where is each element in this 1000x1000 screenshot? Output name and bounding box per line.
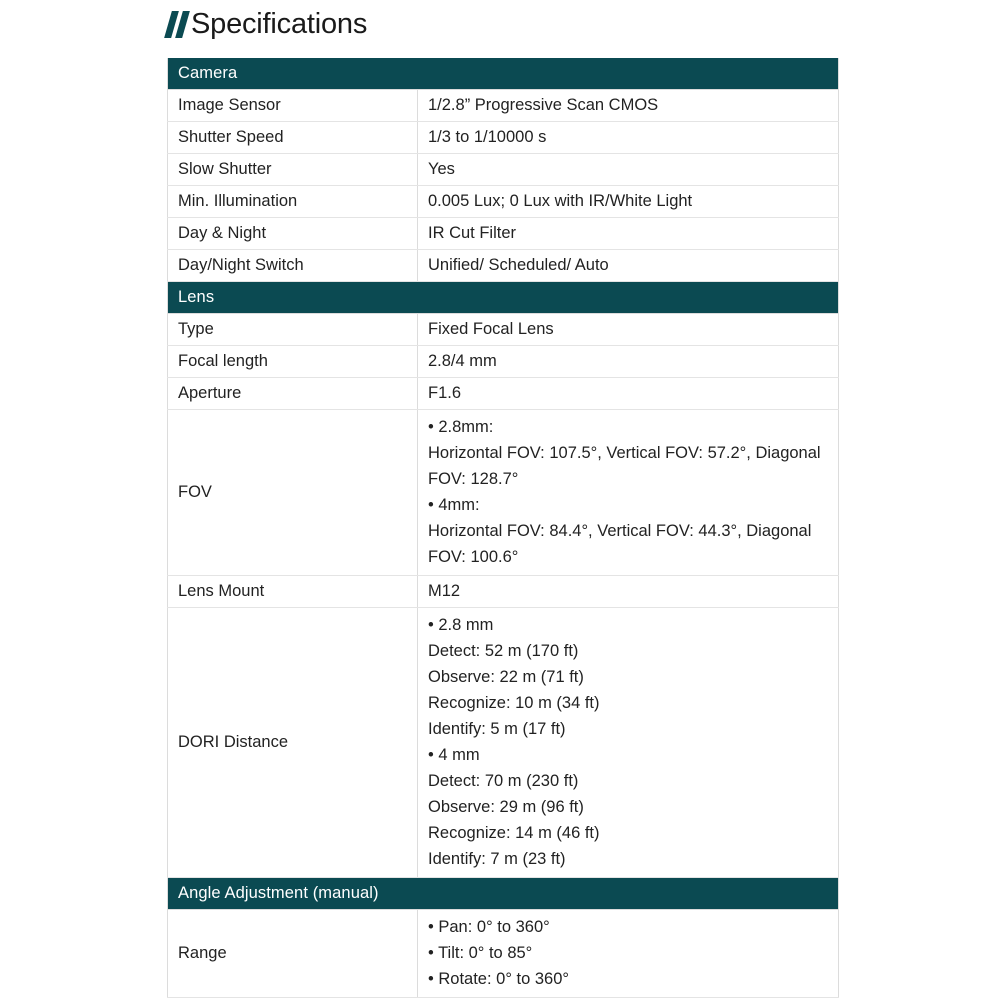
spec-value-line: Observe: 29 m (96 ft) xyxy=(428,798,584,816)
spec-value: 1/3 to 1/10000 s xyxy=(418,122,839,154)
spec-label: Day/Night Switch xyxy=(168,250,418,282)
spec-value: 2.8/4 mm xyxy=(418,346,839,378)
spec-value-line: • 2.8 mm xyxy=(428,616,494,634)
spec-value: 0.005 Lux; 0 Lux with IR/White Light xyxy=(418,186,839,218)
spec-value-line: Recognize: 10 m (34 ft) xyxy=(428,694,600,712)
section-header-label: Lens xyxy=(168,282,839,314)
double-slash-accent-icon xyxy=(167,11,189,38)
specifications-table-body xyxy=(168,58,839,998)
spec-label: DORI Distance xyxy=(168,608,418,878)
spec-value-line: Horizontal FOV: 107.5°, Vertical FOV: 57.2°, Diagonal FOV: 128.7° xyxy=(428,444,821,488)
spec-value-lines xyxy=(428,914,828,992)
spec-value: 1/2.8” Progressive Scan CMOS xyxy=(418,90,839,122)
page-title xyxy=(167,8,367,40)
spec-label: Slow Shutter xyxy=(168,154,418,186)
spec-value-line: • Pan: 0° to 360° xyxy=(428,918,550,936)
section-header-label: Camera xyxy=(168,58,839,90)
spec-value: M12 xyxy=(418,576,839,608)
spec-label: Lens Mount xyxy=(168,576,418,608)
spec-value-line: Detect: 70 m (230 ft) xyxy=(428,772,579,790)
spec-value-lines xyxy=(428,414,828,570)
spec-value: Fixed Focal Lens xyxy=(418,314,839,346)
table-row xyxy=(168,608,839,878)
table-row xyxy=(168,90,839,122)
table-row xyxy=(168,218,839,250)
spec-value xyxy=(418,910,839,998)
spec-value-line: • 4mm: xyxy=(428,496,480,514)
section-header-row xyxy=(168,878,839,910)
spec-value xyxy=(418,410,839,576)
spec-value-line: • 2.8mm: xyxy=(428,418,494,436)
spec-value-line: Recognize: 14 m (46 ft) xyxy=(428,824,600,842)
spec-label: Shutter Speed xyxy=(168,122,418,154)
table-row xyxy=(168,410,839,576)
spec-value-line: Detect: 52 m (170 ft) xyxy=(428,642,579,660)
spec-value-line: Observe: 22 m (71 ft) xyxy=(428,668,584,686)
page-title-text: Specifications xyxy=(191,8,368,40)
table-row xyxy=(168,250,839,282)
specifications-table xyxy=(167,58,839,998)
spec-value: IR Cut Filter xyxy=(418,218,839,250)
table-row xyxy=(168,154,839,186)
table-row xyxy=(168,576,839,608)
table-row xyxy=(168,910,839,998)
spec-label: Image Sensor xyxy=(168,90,418,122)
table-row xyxy=(168,314,839,346)
spec-value-line: Identify: 5 m (17 ft) xyxy=(428,720,566,738)
spec-value-line: • Rotate: 0° to 360° xyxy=(428,970,569,988)
section-header-row xyxy=(168,58,839,90)
spec-label: Type xyxy=(168,314,418,346)
spec-label: Min. Illumination xyxy=(168,186,418,218)
spec-label: Aperture xyxy=(168,378,418,410)
spec-value-line: Identify: 7 m (23 ft) xyxy=(428,850,566,868)
spec-value-line: Horizontal FOV: 84.4°, Vertical FOV: 44.3°, Diagonal FOV: 100.6° xyxy=(428,522,812,566)
section-header-label: Angle Adjustment (manual) xyxy=(168,878,839,910)
spec-value-lines xyxy=(428,612,828,872)
table-row xyxy=(168,378,839,410)
spec-label: FOV xyxy=(168,410,418,576)
table-row xyxy=(168,346,839,378)
section-header-row xyxy=(168,282,839,314)
table-row xyxy=(168,122,839,154)
spec-label: Range xyxy=(168,910,418,998)
spec-label: Focal length xyxy=(168,346,418,378)
spec-value-line: • 4 mm xyxy=(428,746,480,764)
spec-value: Unified/ Scheduled/ Auto xyxy=(418,250,839,282)
table-row xyxy=(168,186,839,218)
spec-value-line: • Tilt: 0° to 85° xyxy=(428,944,533,962)
spec-value: F1.6 xyxy=(418,378,839,410)
spec-value xyxy=(418,608,839,878)
spec-label: Day & Night xyxy=(168,218,418,250)
spec-value: Yes xyxy=(418,154,839,186)
